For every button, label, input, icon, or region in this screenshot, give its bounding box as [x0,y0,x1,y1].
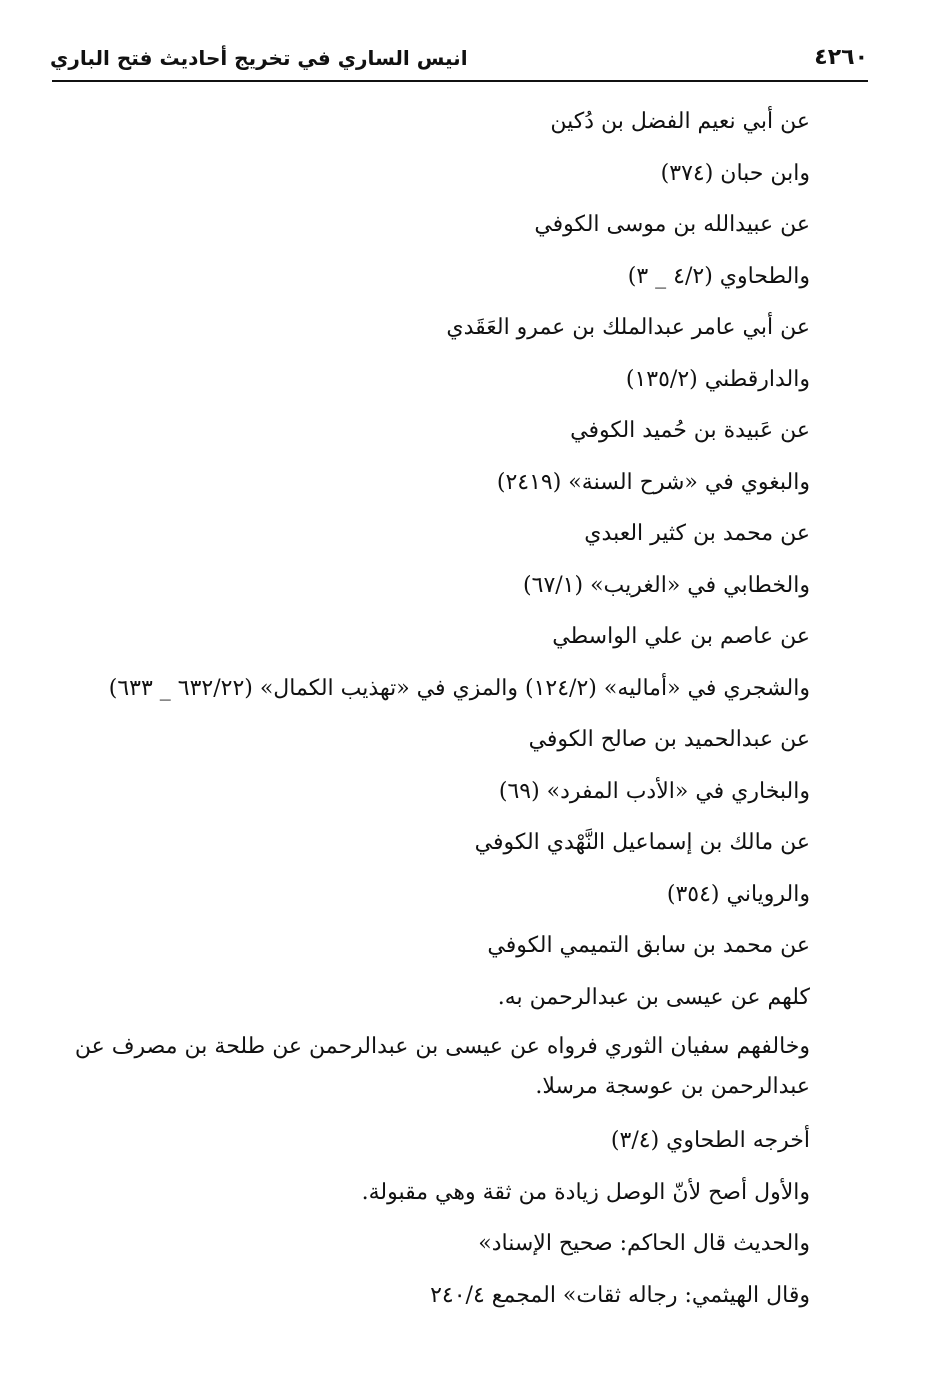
text-line: عن عبيدالله بن موسى الكوفي [534,212,810,237]
paragraph: وخالفهم سفيان الثوري فرواه عن عيسى بن عبدالرحمن عن طلحة بن مصرف عن عبدالرحمن بن عوسجة مرسلا. [74,1034,810,1099]
text-line: عن عَبيدة بن حُميد الكوفي [570,418,810,443]
text-line: والحديث قال الحاكم: صحيح الإسناد» [478,1231,810,1256]
page-header [50,40,868,76]
text-line: وقال الهيثمي: رجاله ثقات» المجمع ٢٤٠/٤ [430,1282,810,1308]
text-line: كلهم عن عيسى بن عبدالرحمن به. [497,984,810,1010]
text-line: أخرجه الطحاوي (٣/٤) [610,1128,810,1153]
text-line: والطحاوي (٤/٢ _ ٣) [627,263,810,289]
body-text [40,96,810,1321]
text-line: والبغوي في «شرح السنة» (٢٤١٩) [496,469,810,495]
text-line: والشجري في «أماليه» (١٢٤/٢) والمزي في «تهذيب الكمال» (٦٣٢/٢٢ _ ٦٣٣) [108,675,810,701]
text-line: عن عبدالحميد بن صالح الكوفي [528,727,810,752]
header-rule [52,80,868,82]
text-line: والأول أصح لأنّ الوصل زيادة من ثقة وهي مقبولة. [361,1179,810,1205]
running-title: انيس الساري في تخريج أحاديث فتح الباري [50,46,468,70]
text-line: عن أبي عامر عبدالملك بن عمرو العَقَدي [446,315,810,340]
text-line: عن عاصم بن علي الواسطي [552,624,810,649]
text-line: والدارقطني (١٣٥/٢) [625,366,810,392]
text-line: والروياني (٣٥٤) [666,881,810,907]
page-number: ٤٢٦٠ [814,45,868,70]
text-line: عن مالك بن إسماعيل النَّهْدي الكوفي [474,830,810,855]
text-line: والخطابي في «الغريب» (٦٧/١) [523,572,810,598]
text-line: عن محمد بن كثير العبدي [584,521,810,546]
text-line: عن أبي نعيم الفضل بن دُكين [550,109,810,134]
text-line: والبخاري في «الأدب المفرد» (٦٩) [498,778,810,804]
text-line: عن محمد بن سابق التميمي الكوفي [487,933,810,958]
text-line: وابن حبان (٣٧٤) [660,160,810,186]
